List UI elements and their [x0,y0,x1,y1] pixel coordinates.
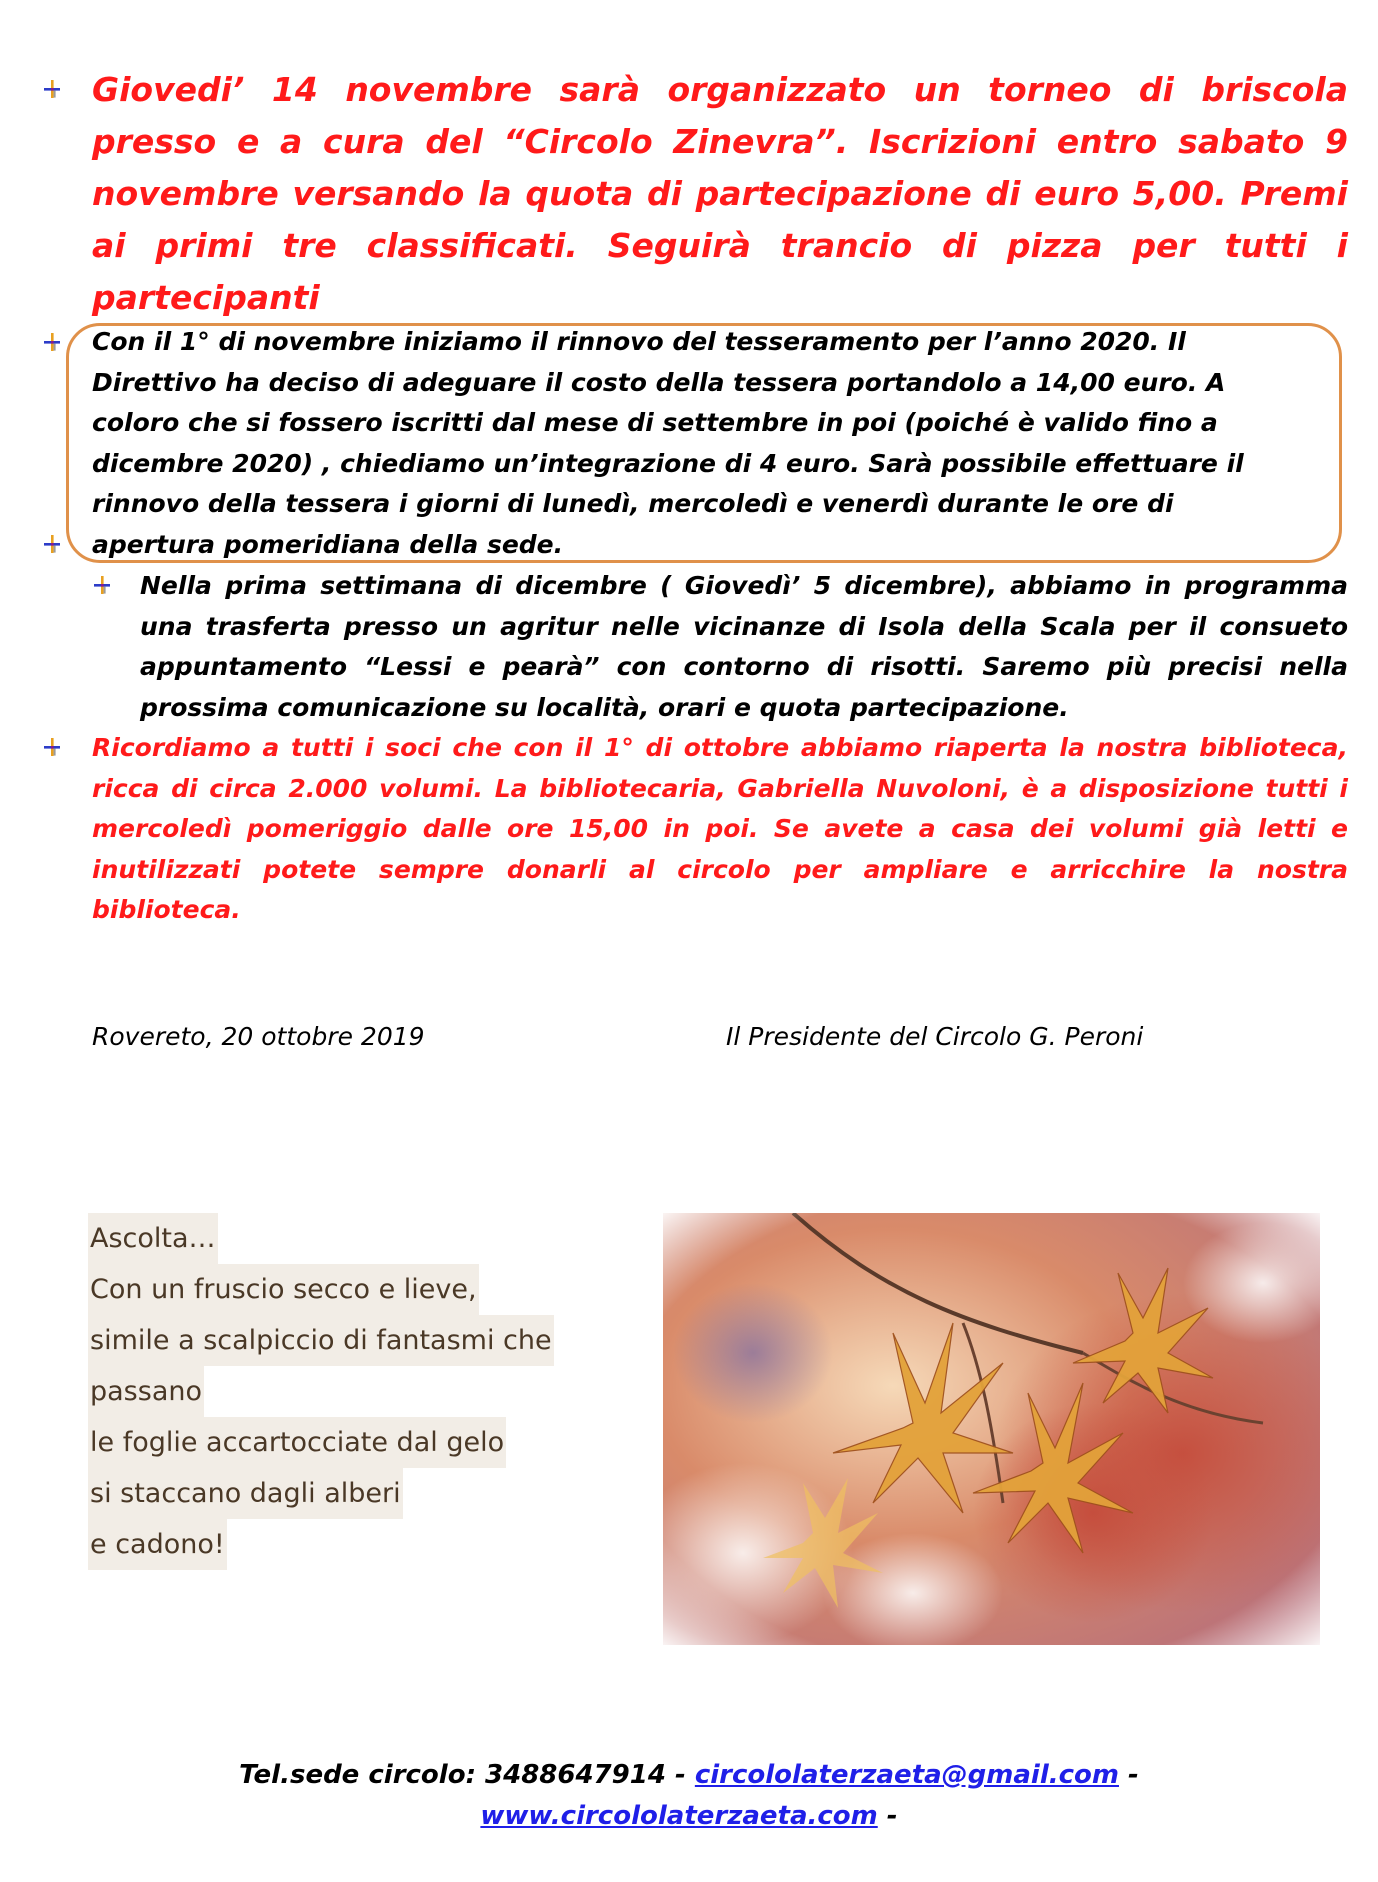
poem-line: si staccano dagli alberi [88,1468,403,1519]
bullet-icon [44,80,60,98]
autumn-poem [88,1213,554,1570]
footer-line-1 [0,1755,1378,1796]
place-and-date: Rovereto, 20 ottobre 2019 [92,1022,425,1051]
announcement-briscola-tournament: Giovedi’ 14 novembre sarà organizzato un torneo di briscola presso e a cura del “Circolo Zinevra”. Iscrizioni entro sabato 9 novembre versando la quota di partecipazione di euro 5,00. Premi ai primi tre classificati. Seguirà trancio di pizza per tutti i partecipanti [92,70,1348,317]
footer-separator: - [1128,1760,1139,1790]
bullet-icon [44,333,60,351]
poem-line: le foglie accartocciate dal gelo [88,1417,506,1468]
autumn-leaves-photo [663,1213,1320,1645]
footer-line-2 [0,1796,1378,1837]
website-link[interactable]: www.circololaterzaeta.com [480,1801,878,1831]
footer-separator: - [674,1760,686,1790]
footer-separator: - [886,1801,898,1831]
announcement-membership-renewal: Con il 1° di novembre iniziamo il rinnovo del tesseramento per l’anno 2020. Il Direttivo ha deciso di adeguare il costo della tessera portandolo a 14,00 euro. A coloro che si fossero iscritti dal mese di settembre in poi (poiché è valido fino a dicembre 2020) , chiediamo un’integrazione di 4 euro. Sarà possibile effettuare il rinnovo della tessera i giorni di lunedì, mercoledì e venerdì durante le ore di apertura pomeridiana della sede. [92,327,1244,559]
poem-line: e cadono! [88,1519,227,1570]
announcement-december-trip: Nella prima settimana di dicembre ( Giovedì’ 5 dicembre), abbiamo in programma una trasferta presso un agritur nelle vicinanze di Isola della Scala per il consueto appuntamento “Lessi e pearà” con contorno di risotti. Saremo più precisi nella prossima comunicazione su località, orari e quota partecipazione. [140,571,1348,722]
poem-line: Con un fruscio secco e lieve, [88,1264,479,1315]
bullet-icon [44,738,60,756]
contact-footer [0,1755,1378,1837]
bullet-icon [44,535,60,553]
phone-label: Tel.sede circolo: 3488647914 [239,1760,666,1790]
president-signature: Il Presidente del Circolo G. Peroni [726,1022,1144,1051]
email-link[interactable]: circololaterzaeta@gmail.com [694,1760,1119,1790]
poem-line: Ascolta… [88,1213,218,1264]
poem-line: passano [88,1366,204,1417]
announcement-library-reopening: Ricordiamo a tutti i soci che con il 1° di ottobre abbiamo riaperta la nostra biblioteca, ricca di circa 2.000 volumi. La bibliotecaria, Gabriella Nuvoloni, è a disposizione tutti i mercoledì pomeriggio dalle ore 15,00 in poi. Se avete a casa dei volumi già letti e inutilizzati potete sempre donarli al circolo per ampliare e arricchire la nostra biblioteca. [92,733,1348,924]
poem-line: simile a scalpiccio di fantasmi che [88,1315,554,1366]
bullet-icon [94,576,110,594]
